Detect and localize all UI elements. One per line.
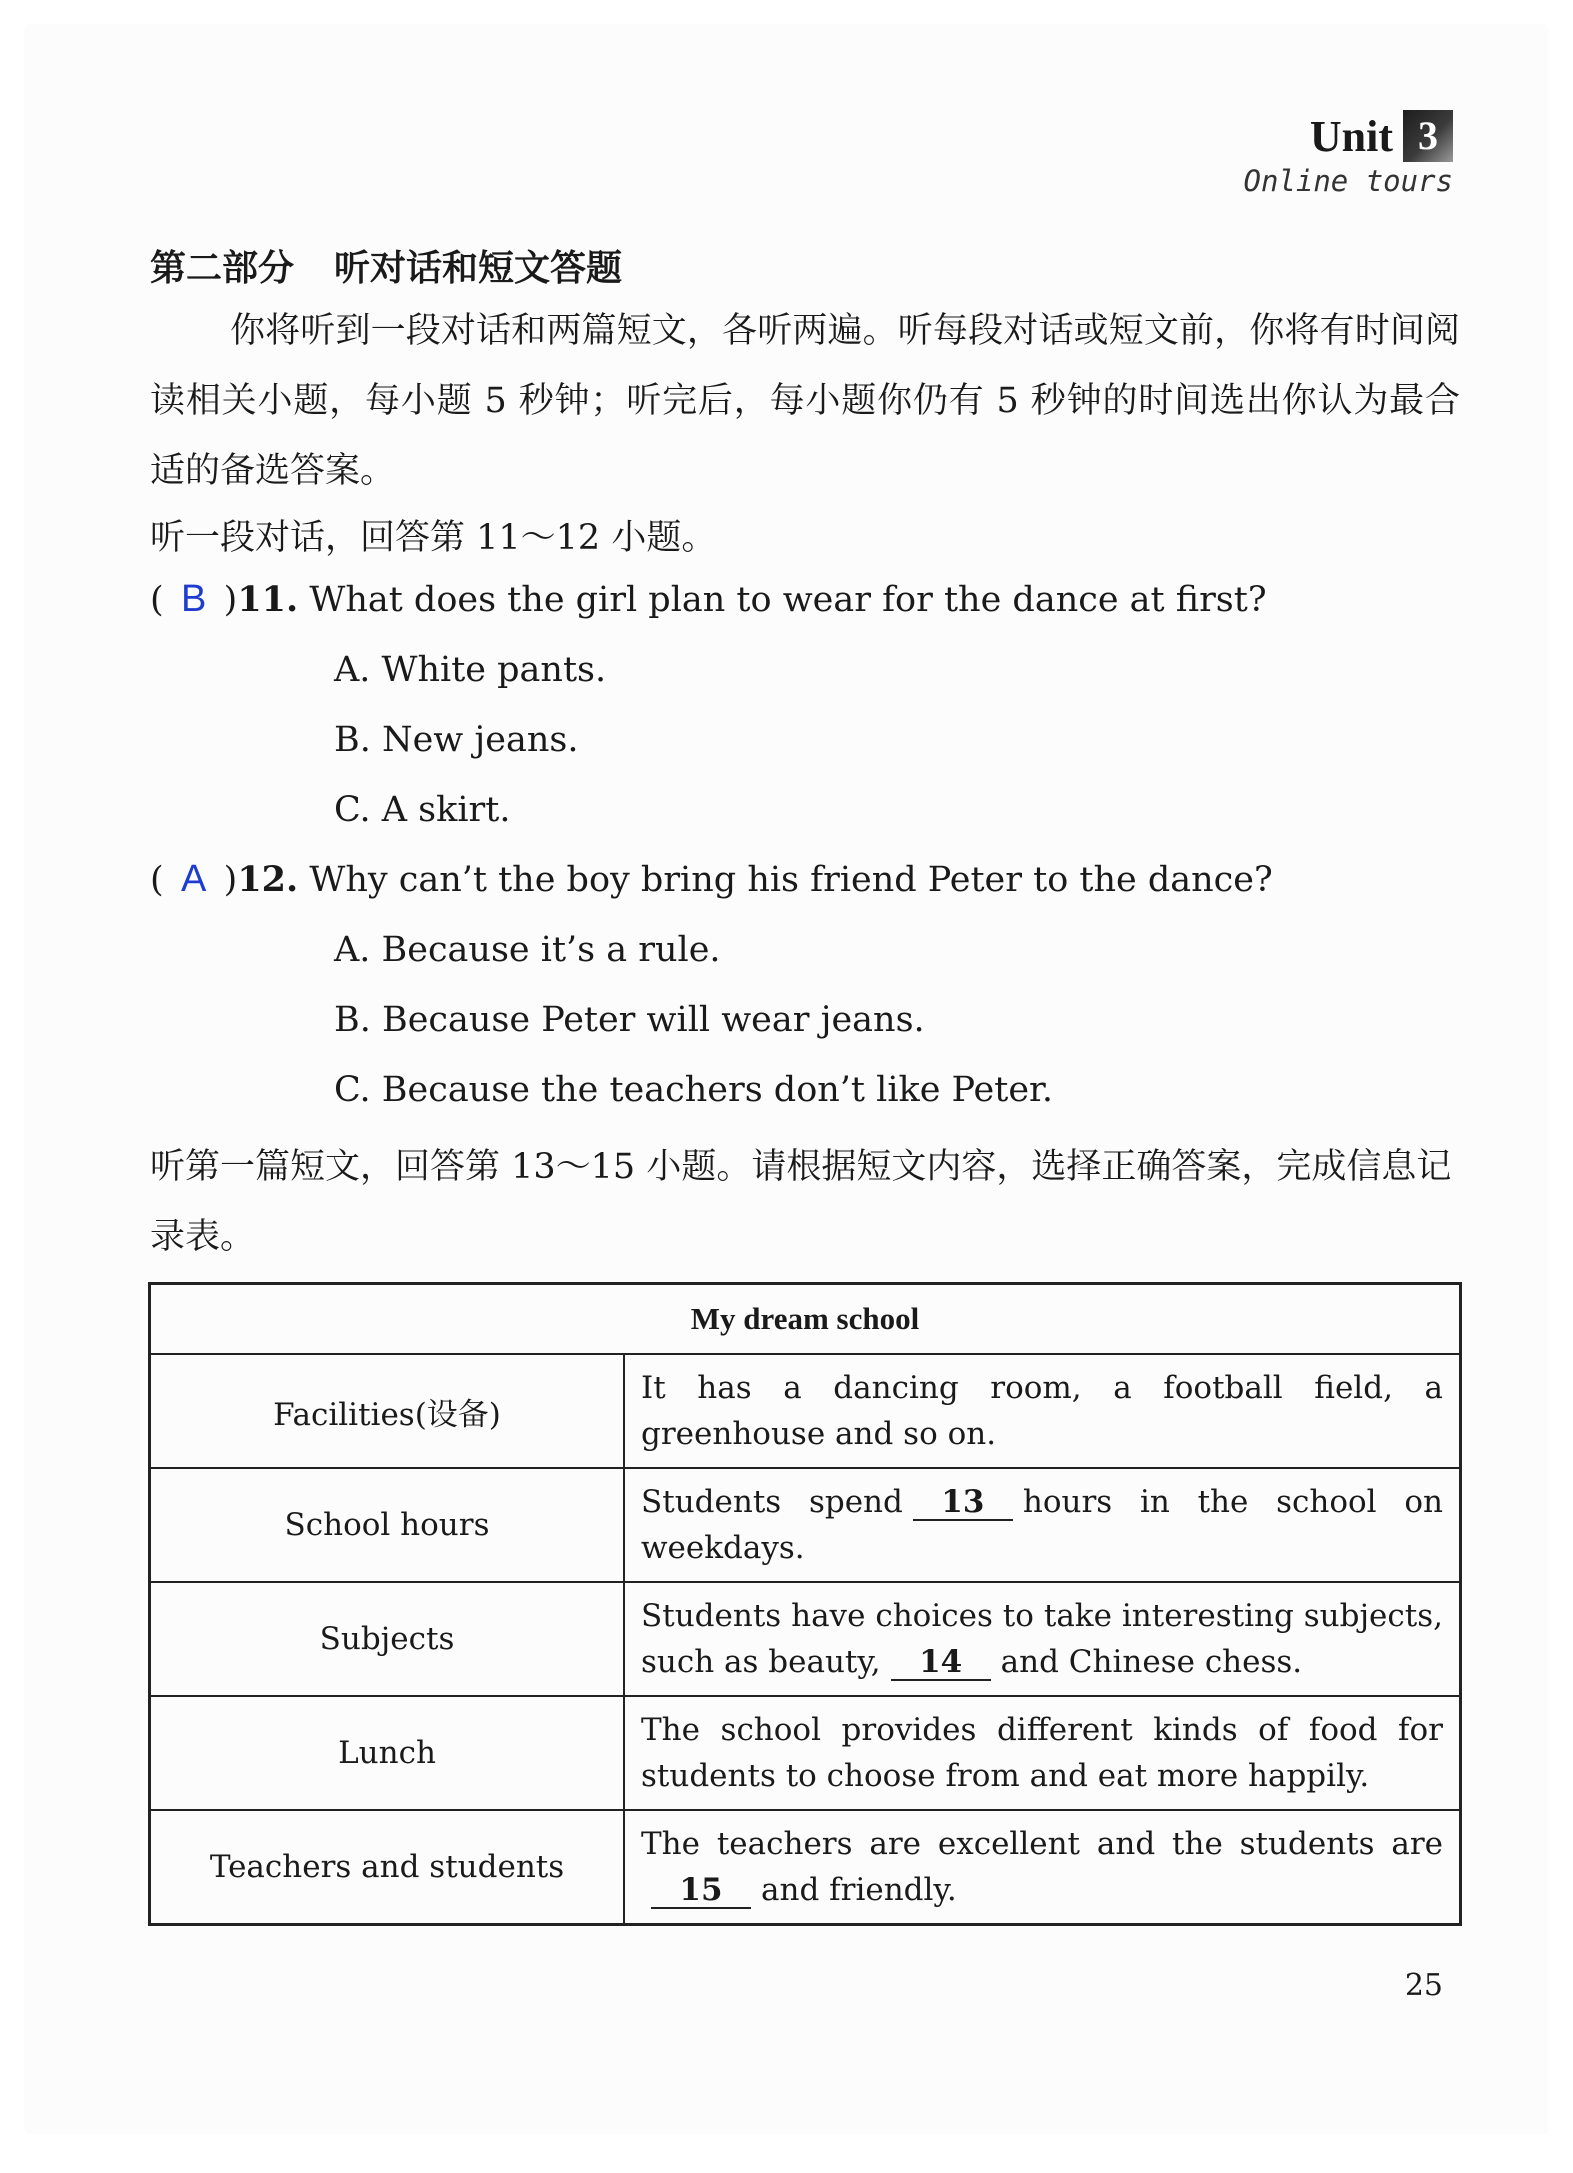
table-row bbox=[150, 1810, 1461, 1925]
unit-title bbox=[1310, 110, 1453, 162]
section-part: 第二部分 bbox=[150, 248, 295, 289]
question-11 bbox=[150, 578, 1267, 621]
answer-paren-open: ( bbox=[150, 860, 164, 900]
unit-label: Unit bbox=[1309, 111, 1393, 161]
content-before: Students have choices to take interesting subjects, such as beauty, bbox=[641, 1598, 1443, 1680]
blank-15[interactable]: 15 bbox=[651, 1873, 751, 1909]
option-12-a[interactable]: A. Because it’s a rule. bbox=[334, 930, 721, 970]
table-header-row bbox=[150, 1284, 1461, 1355]
unit-subtitle: Online tours bbox=[1243, 164, 1453, 198]
blank-13[interactable]: 13 bbox=[913, 1485, 1013, 1521]
answer-paren-close: ) bbox=[223, 860, 238, 900]
answer-paren-open: ( bbox=[150, 580, 164, 620]
info-record-table bbox=[148, 1282, 1462, 1926]
page-number: 25 bbox=[1404, 1968, 1443, 2003]
row-content bbox=[624, 1582, 1461, 1696]
unit-header bbox=[1243, 110, 1453, 198]
answer-12[interactable]: A bbox=[180, 858, 207, 900]
content-before: The teachers are excellent and the students are bbox=[641, 1826, 1443, 1862]
row-content: It has a dancing room, a football field, a greenhouse and so on. bbox=[624, 1354, 1461, 1468]
section-title bbox=[150, 240, 622, 291]
row-content: The school provides different kinds of food for students to choose from and eat more happily. bbox=[624, 1696, 1461, 1810]
row-label: Subjects bbox=[150, 1582, 625, 1696]
content-after: and friendly. bbox=[761, 1872, 957, 1908]
question-number: 12. bbox=[237, 859, 299, 900]
answer-11[interactable]: B bbox=[180, 578, 207, 620]
row-content bbox=[624, 1468, 1461, 1582]
option-12-b[interactable]: B. Because Peter will wear jeans. bbox=[334, 1000, 925, 1040]
row-label: Lunch bbox=[150, 1696, 625, 1810]
question-12 bbox=[150, 858, 1273, 901]
blank-14[interactable]: 14 bbox=[891, 1645, 991, 1681]
row-label: Facilities(设备) bbox=[150, 1354, 625, 1468]
dialogue-instruction: 听一段对话，回答第 11～12 小题。 bbox=[150, 518, 717, 558]
content-after: hours in the school on weekdays. bbox=[641, 1484, 1443, 1566]
section-name: 听对话和短文答题 bbox=[334, 248, 623, 289]
row-content bbox=[624, 1810, 1461, 1925]
table-title: My dream school bbox=[150, 1284, 1461, 1355]
content-before: Students spend bbox=[641, 1484, 903, 1520]
passage-instruction: 听第一篇短文，回答第 13～15 小题。请根据短文内容，选择正确答案，完成信息记录表。 bbox=[150, 1147, 1452, 1257]
row-label: School hours bbox=[150, 1468, 625, 1582]
table-row bbox=[150, 1468, 1461, 1582]
content-after: and Chinese chess. bbox=[1000, 1644, 1303, 1680]
option-11-a[interactable]: A. White pants. bbox=[334, 650, 607, 690]
table-row bbox=[150, 1582, 1461, 1696]
option-12-c[interactable]: C. Because the teachers don’t like Peter. bbox=[334, 1070, 1054, 1110]
option-11-b[interactable]: B. New jeans. bbox=[334, 720, 579, 760]
unit-number-badge: 3 bbox=[1403, 110, 1453, 162]
question-text: Why can’t the boy bring his friend Peter to the dance? bbox=[309, 860, 1273, 900]
table-row bbox=[150, 1696, 1461, 1810]
table-row bbox=[150, 1354, 1461, 1468]
question-number: 11. bbox=[237, 579, 299, 620]
answer-paren-close: ) bbox=[223, 580, 238, 620]
option-11-c[interactable]: C. A skirt. bbox=[334, 790, 511, 830]
intro-paragraph: 你将听到一段对话和两篇短文，各听两遍。听每段对话或短文前，你将有时间阅读相关小题，每小题 5 秒钟；听完后，每小题你仍有 5 秒钟的时间选出你认为最合适的备选答案。 bbox=[150, 311, 1460, 491]
question-text: What does the girl plan to wear for the dance at first? bbox=[309, 580, 1267, 620]
row-label: Teachers and students bbox=[150, 1810, 625, 1925]
